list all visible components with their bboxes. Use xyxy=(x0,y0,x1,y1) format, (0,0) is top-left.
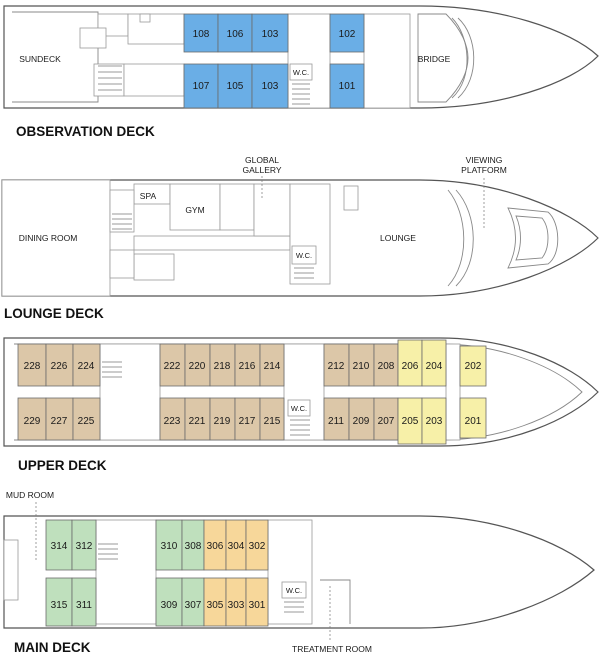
cabin-number: 303 xyxy=(227,600,245,611)
cabin-number: 105 xyxy=(226,81,244,92)
cabin-number: 108 xyxy=(192,29,210,40)
corridor-top xyxy=(128,14,184,44)
main-deck-title: MAIN DECK xyxy=(14,640,91,655)
lounge-mid-box xyxy=(344,186,358,210)
cabin-number: 102 xyxy=(338,29,356,40)
main-deck xyxy=(4,490,594,654)
cabin-number: 206 xyxy=(401,361,419,372)
cabin-number: 211 xyxy=(328,416,344,427)
cabin-number: 103 xyxy=(261,81,279,92)
treatment-room-label: TREATMENT ROOM xyxy=(292,644,372,654)
wc-label: W.C. xyxy=(295,251,313,260)
cabin-number: 202 xyxy=(464,361,482,372)
aft-structure-mid xyxy=(80,28,106,48)
cabin-number: 306 xyxy=(206,541,224,552)
viewing-platform-label: PLATFORM xyxy=(461,165,507,175)
cabin-number: 201 xyxy=(464,416,482,427)
cabin-number: 210 xyxy=(352,361,370,372)
lounge-aft-block-1 xyxy=(110,190,134,232)
gallery-block-2 xyxy=(254,184,290,236)
cabin-number: 225 xyxy=(77,416,95,427)
cabin-number: 106 xyxy=(226,29,244,40)
cabin-number: 309 xyxy=(160,600,178,611)
cabin-number: 208 xyxy=(377,361,395,372)
cabin-number: 228 xyxy=(23,361,41,372)
upper-aft-service xyxy=(100,344,160,440)
lounge-service xyxy=(290,184,330,284)
cabin-number: 203 xyxy=(425,416,443,427)
cabin-number: 226 xyxy=(50,361,68,372)
gallery-block-1 xyxy=(220,184,254,230)
corridor-bottom xyxy=(124,64,184,96)
cabin-number: 220 xyxy=(188,361,206,372)
cabin-number: 217 xyxy=(238,416,256,427)
cabin-number: 308 xyxy=(184,541,202,552)
cabin-number: 107 xyxy=(192,81,210,92)
upper-fwd-service xyxy=(446,344,460,440)
upper-deck xyxy=(4,338,598,446)
cabin-number: 315 xyxy=(50,600,68,611)
cabin-number: 311 xyxy=(76,600,92,611)
small-box xyxy=(140,14,150,22)
lounge-deck-title: LOUNGE DECK xyxy=(4,306,104,321)
dining-room-label: DINING ROOM xyxy=(18,233,78,243)
cabin-number: 314 xyxy=(50,541,68,552)
wc-label: W.C. xyxy=(290,404,308,413)
lounge-label: LOUNGE xyxy=(380,233,416,243)
lounge-lower-block xyxy=(134,254,174,280)
cabin-number: 216 xyxy=(238,361,256,372)
cabin-number: 204 xyxy=(425,361,443,372)
cabin-number: 305 xyxy=(206,600,224,611)
cabin-number: 222 xyxy=(163,361,181,372)
upper-mid-service xyxy=(284,344,324,440)
viewing-platform-label: VIEWING xyxy=(465,155,503,165)
cabin-number: 229 xyxy=(23,416,41,427)
wc-label: W.C. xyxy=(292,68,310,77)
cabin-number: 310 xyxy=(160,541,178,552)
cabin-number: 227 xyxy=(50,416,68,427)
cabin-number: 312 xyxy=(75,541,93,552)
cabin-number: 219 xyxy=(213,416,231,427)
cabin-number: 215 xyxy=(263,416,281,427)
cabin-number: 224 xyxy=(77,361,95,372)
global-gallery-label: GALLERY xyxy=(242,165,282,175)
cabin-number: 101 xyxy=(338,81,356,92)
gym-label: GYM xyxy=(185,205,205,215)
lounge-deck xyxy=(2,155,598,296)
cabin-number: 209 xyxy=(352,416,370,427)
main-aft-block xyxy=(4,540,18,600)
wc-label: W.C. xyxy=(285,586,303,595)
mud-room-label: MUD ROOM xyxy=(5,490,55,500)
observation-deck xyxy=(4,6,598,108)
cabin-number: 307 xyxy=(184,600,202,611)
cabin-number: 221 xyxy=(188,416,206,427)
bridge-housing xyxy=(364,14,410,108)
observation-deck-title: OBSERVATION DECK xyxy=(16,124,155,139)
cabin-number: 304 xyxy=(227,541,245,552)
main-service-1 xyxy=(96,520,156,624)
cabin-number: 212 xyxy=(327,361,345,372)
aft-structure-bottom xyxy=(94,64,124,96)
cabin-number: 301 xyxy=(248,600,266,611)
cabin-number: 205 xyxy=(401,416,419,427)
main-service-2 xyxy=(268,520,312,624)
cabin-number: 302 xyxy=(248,541,266,552)
cabin-number: 103 xyxy=(261,29,279,40)
lounge-lower-block-2 xyxy=(110,250,134,278)
global-gallery-label: GLOBAL xyxy=(244,155,280,165)
cabin-number: 214 xyxy=(263,361,281,372)
cabin-number: 223 xyxy=(163,416,181,427)
lounge-corridor xyxy=(134,236,290,250)
sundeck-label: SUNDECK xyxy=(19,54,61,64)
cabin-number: 218 xyxy=(213,361,231,372)
upper-deck-title: UPPER DECK xyxy=(18,458,107,473)
bridge-label: BRIDGE xyxy=(417,54,451,64)
cabin-number: 207 xyxy=(377,416,395,427)
spa-label: SPA xyxy=(139,191,157,201)
